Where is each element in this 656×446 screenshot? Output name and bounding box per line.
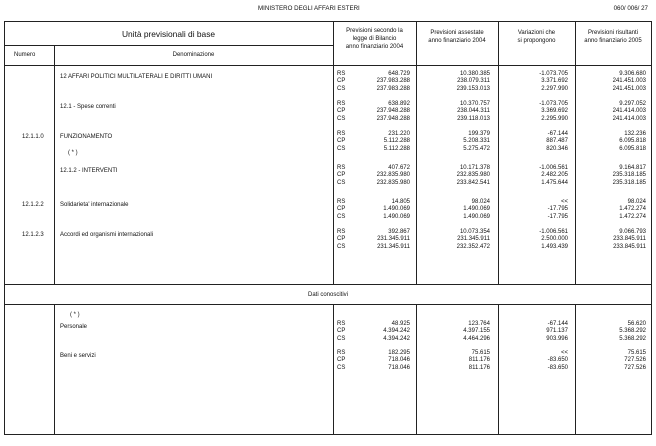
row-col4 <box>578 71 646 93</box>
value-cp: 238.044.311 <box>457 108 490 115</box>
value-cs: 5.368.292 <box>619 335 646 342</box>
value-cp: 6.095.818 <box>619 138 646 145</box>
value-cp: 1.490.069 <box>383 206 410 213</box>
value-cp: 1.472.274 <box>619 206 646 213</box>
col3-divider <box>575 21 576 284</box>
value-cs: 727.526 <box>624 364 646 371</box>
dati-top-border <box>4 284 652 285</box>
row-col4 <box>578 199 646 221</box>
value-rs: 98.024 <box>627 199 646 205</box>
row-col3 <box>500 350 568 372</box>
header-bottom-border <box>4 65 652 66</box>
row-label: Beni e servizi <box>60 353 96 359</box>
value-rs: -67.144 <box>547 321 568 327</box>
page-reference: 060/ 006/ 27 <box>613 5 648 12</box>
col2-header-line1: Previsioni assestate <box>430 30 484 36</box>
row-label: Accordi ed organismi internazionali <box>60 232 154 238</box>
dati-conoscitivi-title: Dati conoscitivi <box>307 292 348 298</box>
value-cp: 241.451.003 <box>612 78 646 85</box>
value-rs: 10.073.354 <box>459 229 490 235</box>
value-cs: -17.795 <box>547 213 568 220</box>
dati-code-divider <box>333 304 334 434</box>
value-rs: 199.379 <box>468 131 490 137</box>
table-left-border <box>4 21 5 434</box>
code-cs: CS <box>337 364 346 371</box>
col1-header-line1: Previsioni secondo la <box>346 28 403 34</box>
value-cs: 241.414.003 <box>612 115 646 122</box>
row-numero: 12.1.2.2 <box>22 202 44 208</box>
code-rs: RS <box>337 350 346 356</box>
row-col4 <box>578 165 646 187</box>
value-rs: 10.370.757 <box>459 101 490 107</box>
row-numero: 12.1.2.3 <box>22 232 44 238</box>
dati-col3-divider <box>575 304 576 434</box>
row-col1 <box>340 199 410 221</box>
value-rs: 638.892 <box>388 101 410 107</box>
value-cp: 4.397.155 <box>463 328 490 335</box>
row-col4 <box>578 131 646 153</box>
value-cs: 239.118.013 <box>457 115 490 122</box>
value-cs: 235.318.185 <box>612 179 646 186</box>
code-cs: CS <box>337 243 346 250</box>
value-rs: 75.615 <box>627 350 646 356</box>
value-rs: << <box>560 199 568 205</box>
row-label: 12.1.2 - INTERVENTI <box>60 168 118 174</box>
value-rs: -67.144 <box>547 131 568 137</box>
value-cp: 2.482.205 <box>541 172 568 179</box>
code-cs: CS <box>337 85 346 92</box>
code-cs: CS <box>337 145 346 152</box>
code-rs: RS <box>337 131 346 137</box>
row-col3 <box>500 71 568 93</box>
value-cs: 6.095.818 <box>619 145 646 152</box>
row-col1 <box>340 131 410 153</box>
row-col2 <box>420 131 490 153</box>
value-cp: 727.526 <box>624 357 646 364</box>
value-cs: 232.352.472 <box>456 243 490 250</box>
value-cp: 237.983.288 <box>376 78 410 85</box>
row-col2 <box>420 229 490 251</box>
value-cs: 239.153.013 <box>456 85 490 92</box>
row-col4 <box>578 101 646 123</box>
value-rs: 75.615 <box>471 350 490 356</box>
code-cs: CS <box>337 179 346 186</box>
value-cs: 1.493.439 <box>541 243 568 250</box>
value-cs: 5.112.288 <box>383 145 410 152</box>
value-cp: 232.835.980 <box>376 172 410 179</box>
value-rs: 10.380.385 <box>459 71 490 77</box>
code-cp: CP <box>337 172 346 179</box>
value-cp: 1.490.069 <box>463 206 490 213</box>
value-cp: 5.208.331 <box>463 138 490 145</box>
col3-header-line1: Variazioni che <box>517 30 556 36</box>
value-rs: 9.297.052 <box>619 101 646 107</box>
row-sub-label: ( * ) <box>68 150 78 156</box>
value-cp: 232.835.980 <box>456 172 490 179</box>
dati-numero-divider <box>54 304 55 434</box>
value-cp: 4.394.242 <box>383 328 410 335</box>
value-rs: 407.672 <box>388 165 410 171</box>
value-cs: 1.475.644 <box>541 179 568 186</box>
value-cs: 903.996 <box>546 335 568 342</box>
value-cs: 718.046 <box>388 364 410 371</box>
row-col1 <box>340 71 410 93</box>
value-cs: 1.490.069 <box>383 213 410 220</box>
value-rs: 123.764 <box>468 321 490 327</box>
value-cp: 233.845.911 <box>613 236 646 243</box>
row-col3 <box>500 199 568 221</box>
value-cp: 5.112.288 <box>383 138 410 145</box>
row-label: Personale <box>60 324 88 330</box>
value-rs: 10.171.378 <box>459 165 490 171</box>
row-col1 <box>340 101 410 123</box>
row-col1 <box>340 321 410 343</box>
row-numero: 12.1.1.0 <box>22 134 44 140</box>
value-cp: 811.176 <box>468 357 490 364</box>
value-rs: 9.164.817 <box>619 165 646 171</box>
code-rs: RS <box>337 199 346 205</box>
value-cp: -17.795 <box>547 206 568 213</box>
value-cs: 2.297.990 <box>541 85 568 92</box>
numero-column-divider <box>54 45 55 284</box>
value-cs: 1.490.069 <box>463 213 490 220</box>
value-cp: 231.345.911 <box>457 236 490 243</box>
value-cp: 718.046 <box>388 357 410 364</box>
value-rs: 48.925 <box>391 321 410 327</box>
value-rs: 56.620 <box>627 321 646 327</box>
row-col2 <box>420 321 490 343</box>
row-label: 12.1 - Spese correnti <box>60 104 116 110</box>
value-rs: << <box>560 350 568 356</box>
row-col4 <box>578 321 646 343</box>
row-label: FUNZIONAMENTO <box>60 134 113 140</box>
value-cs: 1.472.274 <box>619 213 646 220</box>
value-rs: 392.867 <box>388 229 410 235</box>
code-rs: RS <box>337 71 346 77</box>
value-cs: 2.295.990 <box>541 115 568 122</box>
row-col2 <box>420 350 490 372</box>
ministry-title: MINISTERO DEGLI AFFARI ESTERI <box>258 5 360 12</box>
code-rs: RS <box>337 165 346 171</box>
value-cp: -83.650 <box>547 357 568 364</box>
code-cp: CP <box>337 357 346 364</box>
row-col1 <box>340 350 410 372</box>
value-cs: 237.948.288 <box>376 115 410 122</box>
row-col2 <box>420 71 490 93</box>
row-col1 <box>340 229 410 251</box>
value-rs: -1.073.705 <box>539 101 568 107</box>
code-rs: RS <box>337 229 346 235</box>
value-rs: 648.729 <box>388 71 410 77</box>
value-cp: 5.368.292 <box>619 328 646 335</box>
value-rs: 9.306.680 <box>619 71 646 77</box>
code-column-divider <box>333 21 334 284</box>
value-rs: 98.024 <box>471 199 490 205</box>
value-cp: 235.318.185 <box>612 172 646 179</box>
col1-divider <box>416 21 417 284</box>
row-col3 <box>500 165 568 187</box>
value-cs: 4.394.242 <box>383 335 410 342</box>
col3-header-line2: si propongono <box>517 38 556 44</box>
col2-divider <box>498 21 499 284</box>
value-rs: 132.236 <box>624 131 646 137</box>
table-bottom-border <box>4 434 652 435</box>
value-cp: 3.371.692 <box>541 78 568 85</box>
value-cp: 887.487 <box>546 138 568 145</box>
dati-note: ( * ) <box>70 312 80 318</box>
value-rs: 9.066.793 <box>619 229 646 235</box>
row-label: Solidarieta' internazionale <box>60 202 129 208</box>
code-cs: CS <box>337 213 346 220</box>
col2-header-line2: anno finanziario 2004 <box>428 38 486 44</box>
value-rs: -1.006.561 <box>539 165 568 171</box>
value-cp: 238.079.311 <box>457 78 490 85</box>
row-col2 <box>420 199 490 221</box>
row-col2 <box>420 165 490 187</box>
value-rs: 182.295 <box>388 350 410 356</box>
denominazione-header: Denominazione <box>172 52 215 58</box>
dati-header-border <box>4 304 652 305</box>
value-cs: -83.650 <box>547 364 568 371</box>
col4-header-line1: Previsioni risultanti <box>587 30 639 36</box>
row-label: 12 AFFARI POLITICI MULTILATERALI E DIRITTI UMANI <box>60 74 213 80</box>
value-rs: -1.006.561 <box>539 229 568 235</box>
code-cp: CP <box>337 236 346 243</box>
unita-header: Unità previsionali di base <box>121 29 216 39</box>
code-rs: RS <box>337 321 346 327</box>
value-cs: 231.345.911 <box>377 243 410 250</box>
code-cp: CP <box>337 108 346 115</box>
value-cs: 233.845.911 <box>613 243 646 250</box>
value-cp: 231.345.911 <box>377 236 410 243</box>
code-cs: CS <box>337 335 346 342</box>
value-cs: 4.464.296 <box>463 335 490 342</box>
code-rs: RS <box>337 101 346 107</box>
col1-header-line2: legge di Bilancio <box>352 36 397 42</box>
dati-col1-divider <box>416 304 417 434</box>
value-cp: 3.369.692 <box>541 108 568 115</box>
code-cp: CP <box>337 78 346 85</box>
code-cp: CP <box>337 138 346 145</box>
value-cp: 2.500.000 <box>541 236 568 243</box>
row-col4 <box>578 350 646 372</box>
value-rs: -1.073.705 <box>539 71 568 77</box>
value-cs: 820.346 <box>546 145 568 152</box>
numero-header: Numero <box>14 52 36 58</box>
row-col3 <box>500 131 568 153</box>
code-cs: CS <box>337 115 346 122</box>
value-cp: 237.948.288 <box>376 108 410 115</box>
value-cs: 811.176 <box>468 364 490 371</box>
table-right-border <box>651 21 652 434</box>
value-rs: 14.805 <box>391 199 410 205</box>
value-cp: 241.414.003 <box>612 108 646 115</box>
row-col2 <box>420 101 490 123</box>
row-col4 <box>578 229 646 251</box>
value-cs: 232.835.980 <box>376 179 410 186</box>
row-col3 <box>500 229 568 251</box>
col1-header-line3: anno finanziario 2004 <box>345 44 404 50</box>
value-cs: 5.275.472 <box>463 145 490 152</box>
value-rs: 231.220 <box>388 131 410 137</box>
code-cp: CP <box>337 328 346 335</box>
value-cs: 233.842.541 <box>456 179 490 186</box>
row-col1 <box>340 165 410 187</box>
code-cp: CP <box>337 206 346 213</box>
dati-col2-divider <box>498 304 499 434</box>
col4-header-line2: anno finanziario 2005 <box>584 38 642 44</box>
value-cp: 971.137 <box>546 328 568 335</box>
value-cs: 241.451.003 <box>612 85 646 92</box>
value-cs: 237.983.288 <box>376 85 410 92</box>
row-col3 <box>500 101 568 123</box>
table-top-border <box>4 21 652 22</box>
row-col3 <box>500 321 568 343</box>
